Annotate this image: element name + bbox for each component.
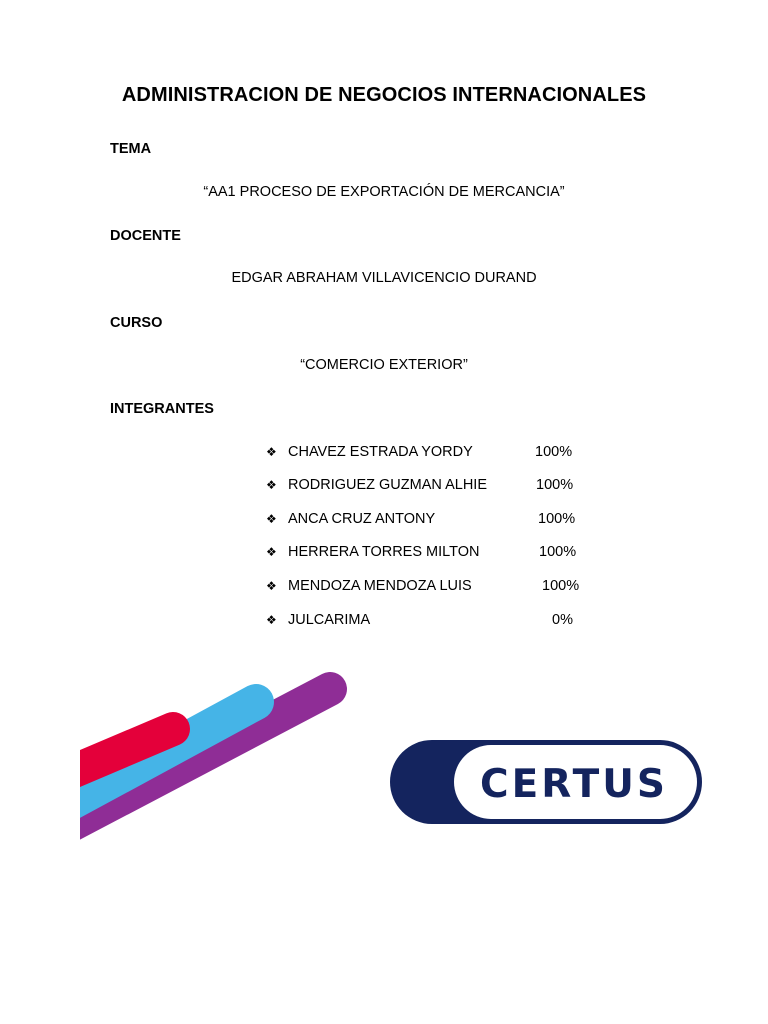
logo-text: CERTUS: [480, 762, 668, 807]
list-item: [266, 509, 435, 529]
member-percentage: 0%: [552, 612, 573, 628]
curso-label: CURSO: [110, 315, 163, 331]
diamond-bullet-icon: ❖: [266, 478, 277, 492]
diamond-bullet-icon: ❖: [266, 545, 277, 559]
member-percentage: 100%: [539, 544, 577, 560]
list-item: [266, 610, 370, 630]
integrantes-label: INTEGRANTES: [110, 401, 214, 417]
list-item: [266, 475, 487, 495]
diamond-bullet-icon: ❖: [266, 613, 277, 627]
document-title: ADMINISTRACION DE NEGOCIOS INTERNACIONALES: [121, 84, 647, 106]
member-name: CHAVEZ ESTRADA YORDY: [288, 444, 473, 460]
docente-label: DOCENTE: [110, 228, 181, 244]
member-name: ANCA CRUZ ANTONY: [288, 511, 436, 527]
tema-value: “AA1 PROCESO DE EXPORTACIÓN DE MERCANCIA”: [203, 184, 565, 200]
list-item: [266, 576, 472, 596]
tema-label: TEMA: [110, 141, 152, 157]
member-name: JULCARIMA: [288, 612, 371, 628]
brand-stripes-graphic: [80, 672, 350, 847]
member-name: MENDOZA MENDOZA LUIS: [288, 578, 472, 594]
member-percentage: 100%: [536, 477, 574, 493]
member-percentage: 100%: [538, 511, 576, 527]
certus-logo: [390, 740, 702, 824]
list-item: [266, 442, 473, 462]
member-percentage: 100%: [535, 444, 573, 460]
curso-value: “COMERCIO EXTERIOR”: [300, 357, 468, 373]
member-percentage: 100%: [542, 578, 580, 594]
member-name: RODRIGUEZ GUZMAN ALHIE: [288, 477, 487, 493]
diamond-bullet-icon: ❖: [266, 512, 277, 526]
diamond-bullet-icon: ❖: [266, 445, 277, 459]
member-name: HERRERA TORRES MILTON: [288, 544, 480, 560]
diamond-bullet-icon: ❖: [266, 579, 277, 593]
list-item: [266, 542, 480, 562]
docente-value: EDGAR ABRAHAM VILLAVICENCIO DURAND: [231, 270, 537, 286]
